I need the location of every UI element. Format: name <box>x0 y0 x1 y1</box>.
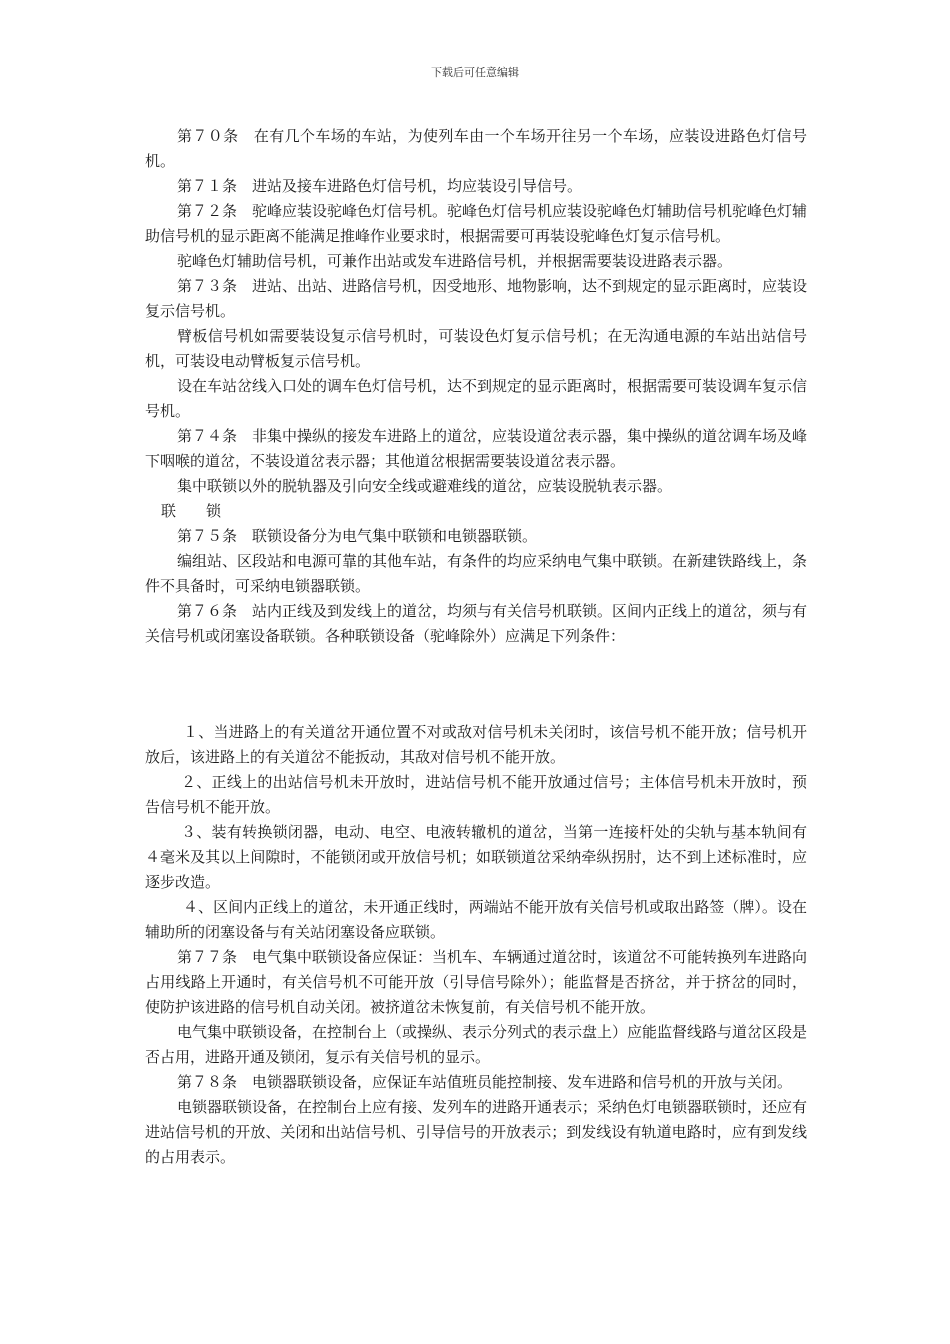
condition-1: １、当进路上的有关道岔开通位置不对或敌对信号机未关闭时，该信号机不能开放；信号机开放后，该进路上的有关道岔不能扳动，其敌对信号机不能开放。 <box>145 723 807 766</box>
article-77-para-2: 电气集中联锁设备，在控制台上（或操纵、表示分列式的表示盘上）应能监督线路与道岔区段是否占用，进路开通及锁闭，复示有关信号机的显示。 <box>145 1023 808 1066</box>
article-77: 第７７条 电气集中联锁设备应保证：当机车、车辆通过道岔时，该道岔不可能转换列车进路向占用线路上开通时，有关信号机不可能开放（引导信号除外）；能监督是否挤岔，并于挤岔的同时，使防护该进路的信号机自动关闭。被挤道岔未恢复前，有关信号机不能开放。 <box>145 948 808 1016</box>
article-73-para-3: 设在车站岔线入口处的调车色灯信号机，达不到规定的显示距离时，根据需要可装设调车复示信号机。 <box>145 377 808 420</box>
document-body-top <box>145 124 807 649</box>
article-78: 第７８条 电锁器联锁设备，应保证车站值班员能控制接、发车进路和信号机的开放与关闭。 <box>177 1073 793 1091</box>
article-76: 第７６条 站内正线及到发线上的道岔，均须与有关信号机联锁。区间内正线上的道岔，须与有关信号机或闭塞设备联锁。各种联锁设备（驼峰除外）应满足下列条件： <box>145 602 808 645</box>
condition-3: ３、装有转换锁闭器，电动、电空、电液转辙机的道岔，当第一连接杆处的尖轨与基本轨间有４毫米及其以上间隙时，不能锁闭或开放信号机；如联锁道岔采纳牵纵拐肘，达不到上述标准时，应逐步改造。 <box>145 823 807 891</box>
document-body-bottom <box>145 720 807 1170</box>
article-70: 第７０条 在有几个车场的车站，为使列车由一个车场开往另一个车场，应装设进路色灯信号机。 <box>145 127 807 170</box>
article-71: 第７１条 进站及接车进路色灯信号机，均应装设引导信号。 <box>177 177 583 195</box>
article-75-para-2: 编组站、区段站和电源可靠的其他车站，有条件的均应采纳电气集中联锁。在新建铁路线上，条件不具备时，可采纳电锁器联锁。 <box>145 552 808 595</box>
article-73: 第７３条 进站、出站、进路信号机，因受地形、地物影响，达不到规定的显示距离时，应装设复示信号机。 <box>145 277 808 320</box>
article-73-para-2: 臂板信号机如需要装设复示信号机时，可装设色灯复示信号机；在无沟通电源的车站出站信号机，可装设电动臂板复示信号机。 <box>145 327 807 370</box>
condition-2: ２、正线上的出站信号机未开放时，进站信号机不能开放通过信号；主体信号机未开放时，预告信号机不能开放。 <box>145 773 807 816</box>
article-72: 第７２条 驼峰应装设驼峰色灯信号机。驼峰色灯信号机应装设驼峰色灯辅助信号机驼峰色灯辅助信号机的显示距离不能满足推峰作业要求时，根据需要可再装设驼峰色灯复示信号机。 <box>145 202 808 245</box>
article-75: 第７５条 联锁设备分为电气集中联锁和电锁器联锁。 <box>177 527 538 545</box>
section-heading-interlocking: 联 锁 <box>161 502 222 520</box>
condition-4: ４、区间内正线上的道岔，未开通正线时，两端站不能开放有关信号机或取出路签（牌）。设在辅助所的闭塞设备与有关站闭塞设备应联锁。 <box>145 898 807 941</box>
article-74: 第７４条 非集中操纵的接发车进路上的道岔，应装设道岔表示器，集中操纵的道岔调车场及峰下咽喉的道岔，不装设道岔表示器；其他道岔根据需要装设道岔表示器。 <box>145 427 808 470</box>
article-78-para-2: 电锁器联锁设备，在控制台上应有接、发列车的进路开通表示；采纳色灯电锁器联锁时，还应有进站信号机的开放、关闭和出站信号机、引导信号的开放表示；到发线设有轨道电路时，应有到发线的占用表示。 <box>145 1098 808 1166</box>
page-header: 下载后可任意编辑 <box>431 66 519 79</box>
article-74-para-2: 集中联锁以外的脱轨器及引向安全线或避难线的道岔，应装设脱轨表示器。 <box>177 477 673 495</box>
article-72-para-2: 驼峰色灯辅助信号机，可兼作出站或发车进路信号机，并根据需要装设进路表示器。 <box>177 252 733 270</box>
